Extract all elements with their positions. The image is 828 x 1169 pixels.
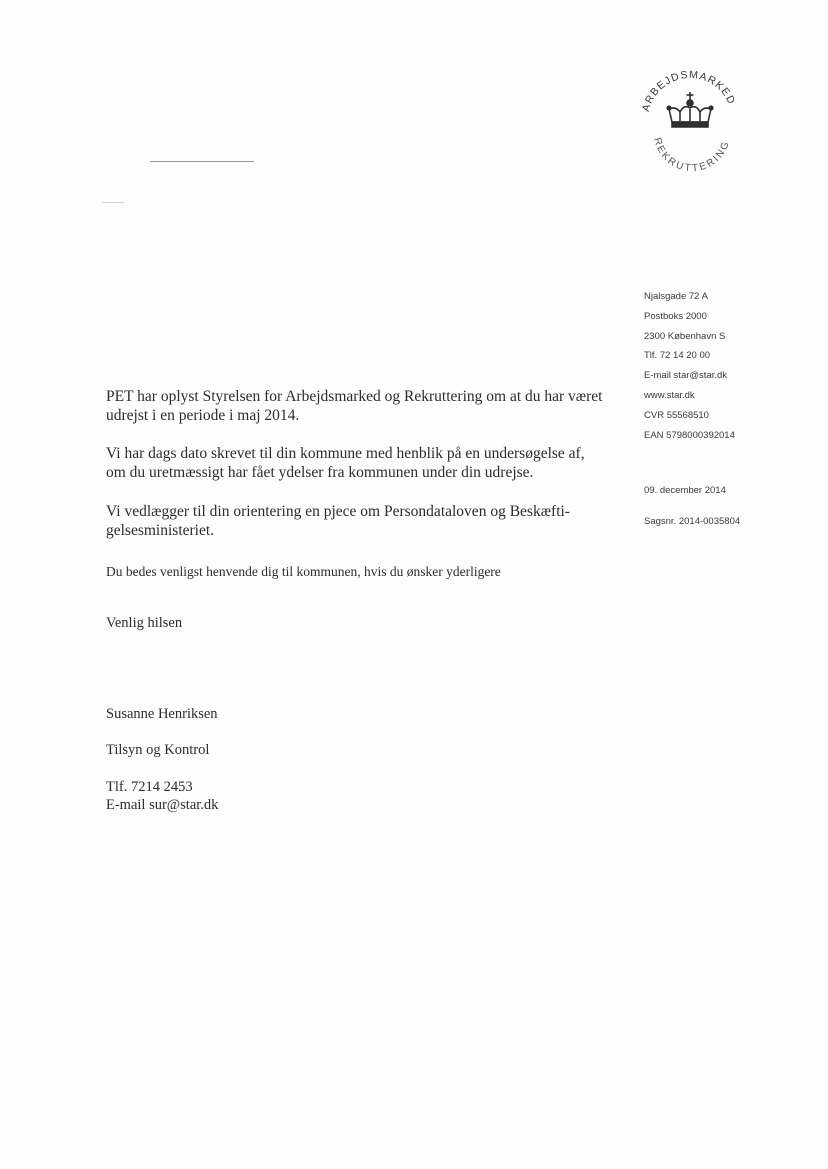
- crown-icon: [667, 92, 713, 127]
- signer-phone: Tlf. 7214 2453: [106, 779, 193, 795]
- letter-date: 09. december 2014: [644, 485, 726, 496]
- logo-ring-text-bottom: REKRUTTERING: [651, 136, 733, 174]
- sender-website: www.star.dk: [644, 389, 695, 401]
- sender-cvr: CVR 55568510: [644, 409, 709, 421]
- logo-ring-text-top: ARBEJDSMARKED: [639, 68, 738, 113]
- sender-ean: EAN 5798000392014: [644, 429, 735, 441]
- signer-name: Susanne Henriksen: [106, 706, 218, 722]
- letter-paragraph: Vi har dags dato skrevet til din kommune med henblik på en undersøgelse af, om du uretmæssigt har fået ydelser fra kommunen under din udrejse.: [106, 445, 585, 481]
- closing-salutation: Venlig hilsen: [106, 615, 183, 631]
- sender-address-line: 2300 København S: [644, 330, 726, 342]
- redacted-address-line: [102, 202, 124, 203]
- case-number: Sagsnr. 2014-0035804: [644, 516, 741, 527]
- redacted-address-line: [150, 161, 254, 162]
- sender-email: E-mail star@star.dk: [644, 370, 728, 382]
- letter-paragraph: Du bedes venligst henvende dig til kommunen, hvis du ønsker yderligere: [106, 564, 501, 579]
- crown-seal-icon: [634, 62, 746, 174]
- sender-phone: Tlf. 72 14 20 00: [644, 350, 711, 362]
- letter-paragraph: Vi vedlægger til din orientering en pjece om Persondataloven og Beskæfti-gelsesministeriet.: [106, 503, 570, 539]
- sender-address-line: Postboks 2000: [644, 310, 707, 322]
- signer-email: E-mail sur@star.dk: [106, 797, 219, 813]
- sender-address-line: Njalsgade 72 A: [644, 291, 708, 302]
- letter-paragraph: PET har oplyst Styrelsen for Arbejdsmarked og Rekruttering om at du har været udrejst i en periode i maj 2014.: [106, 388, 603, 424]
- signer-department: Tilsyn og Kontrol: [106, 742, 210, 758]
- svg-text:REKRUTTERING: [651, 137, 732, 174]
- sender-info: [644, 287, 814, 527]
- signer-contact: [106, 778, 218, 814]
